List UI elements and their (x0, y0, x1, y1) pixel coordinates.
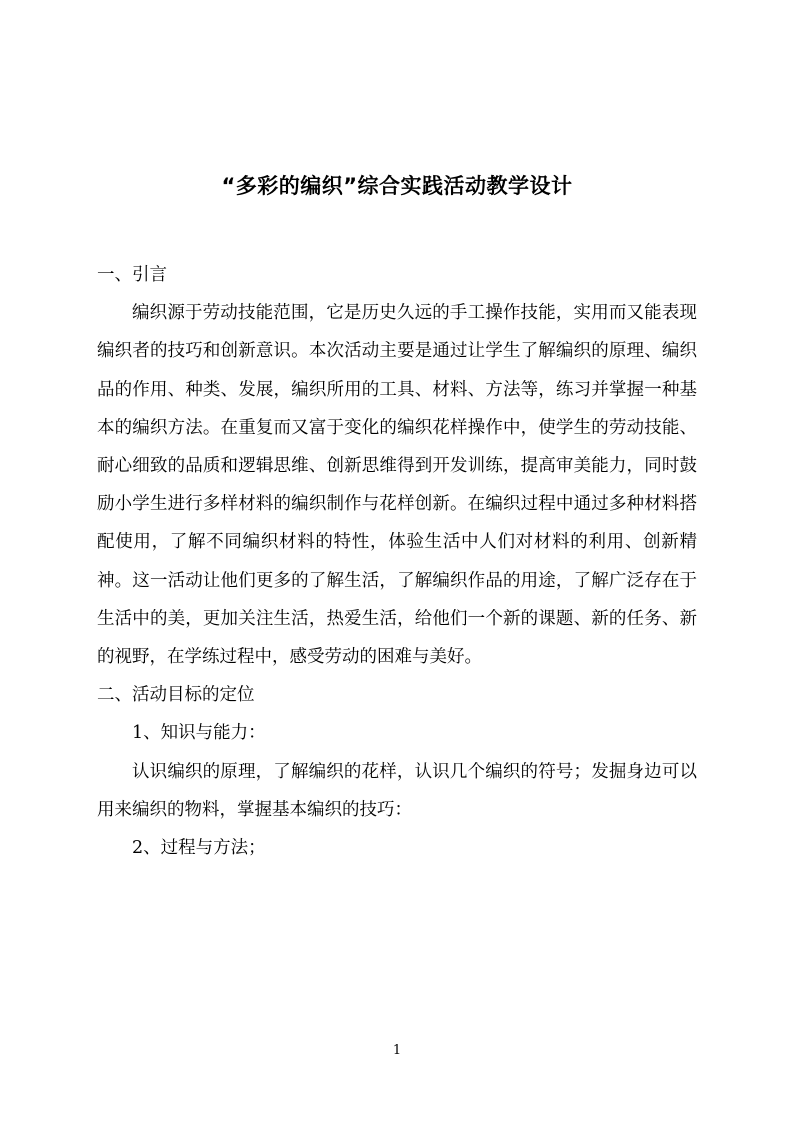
page-number: 1 (392, 1043, 402, 1058)
subheading-process-method: 2、过程与方法； (132, 838, 266, 859)
document-body (97, 256, 697, 867)
knowledge-ability-paragraph: 认识编织的原理，了解编织的花样，认识几个编织的符号；发掘身边可以用来编织的物料，掌握基本编织的技巧： (97, 761, 697, 820)
document-title: “多彩的编织”综合实践活动教学设计 (221, 174, 573, 198)
introduction-paragraph: 编织源于劳动技能范围，它是历史久远的手工操作技能，实用而又能表现编织者的技巧和创新意识。本次活动主要是通过让学生了解编织的原理、编织品的作用、种类、发展，编织所用的工具、材料、方法等，练习并掌握一种基本的编织方法。在重复而又富于变化的编织花样操作中，使学生的劳动技能、耐心细致的品质和逻辑思维、创新思维得到开发训练，提高审美能力，同时鼓励小学生进行多样材料的编织制作与花样创新。在编织过程中通过多种材料搭配使用，了解不同编织材料的特性，体验生活中人们对材料的利用、创新精神。这一活动让他们更多的了解生活，了解编织作品的用途，了解广泛存在于生活中的美，更加关注生活，热爱生活，给他们一个新的课题、新的任务、新的视野，在学练过程中，感受劳动的困难与美好。 (97, 303, 697, 668)
subheading-knowledge-ability: 1、知识与能力： (132, 723, 266, 744)
section-heading-introduction: 一、引言 (97, 265, 167, 285)
section-heading-objectives: 二、活动目标的定位 (97, 685, 255, 706)
